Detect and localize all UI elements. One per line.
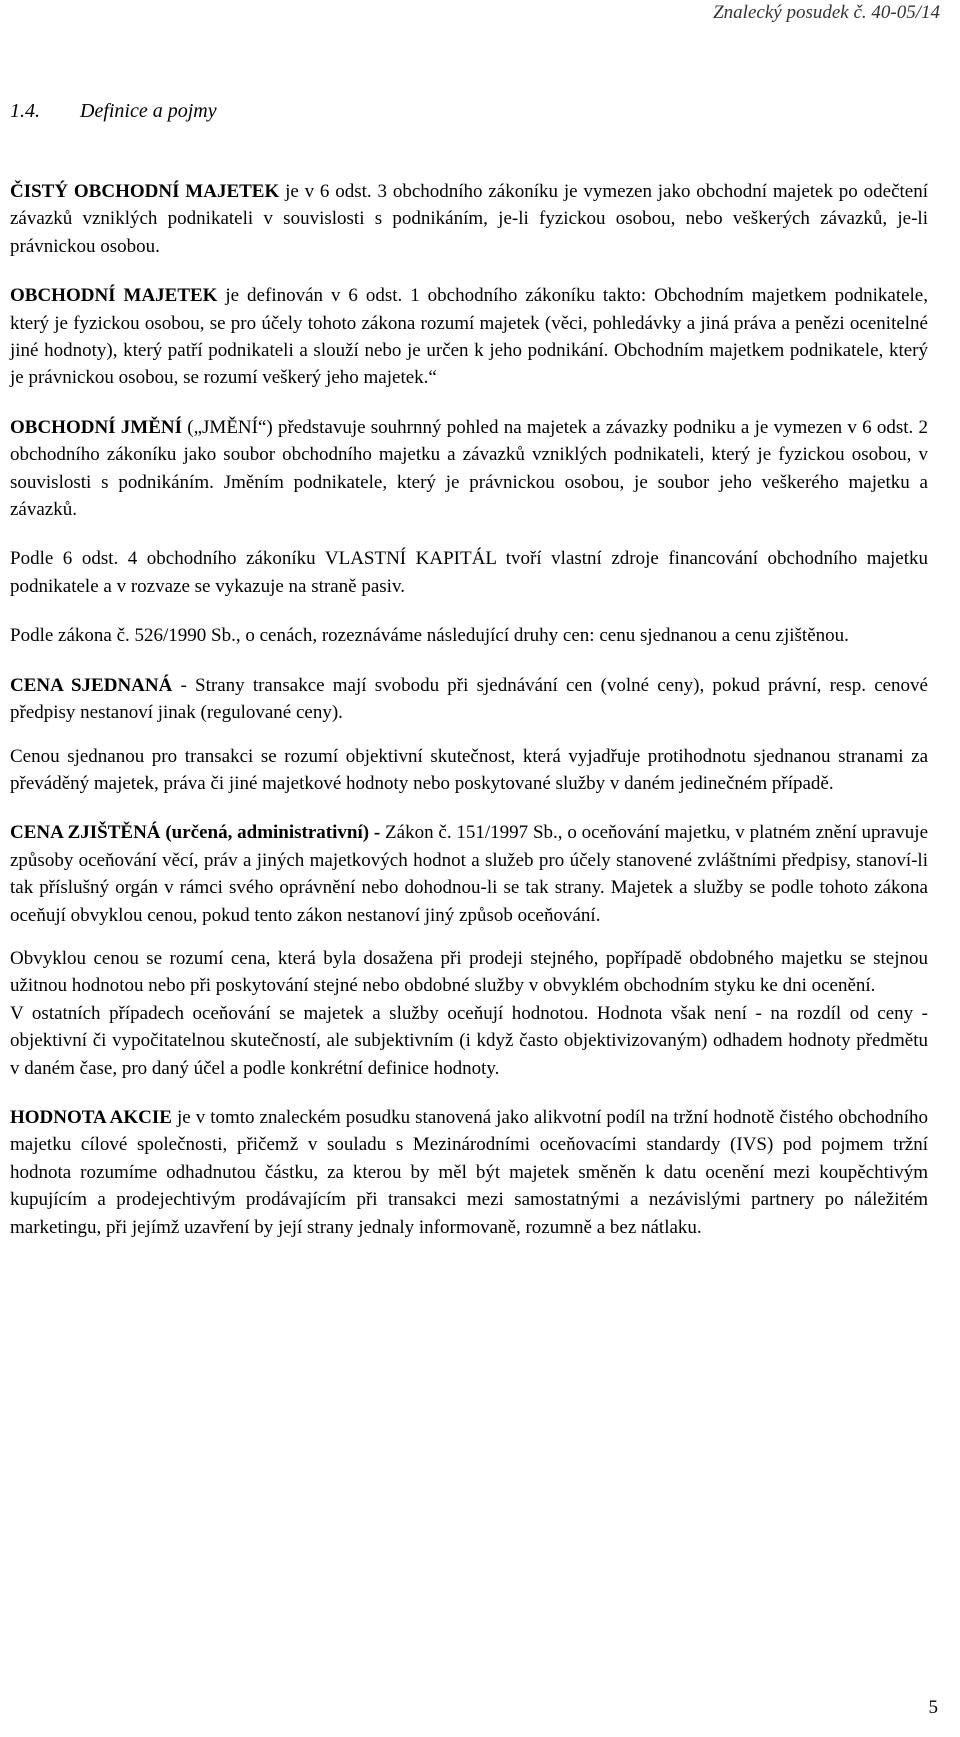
paragraph: V ostatních případech oceňování se majetek a služby oceňují hodnotou. Hodnota však není - na rozdíl od ceny - objektivní či vypočitatelnou skutečností, ale subjektivním (i když často objektivizovaným) odhadem hodnoty předmětu v daném čase, pro daný účel a podle konkrétní definice hodnoty. (10, 1002, 928, 1079)
paragraph: ČISTÝ OBCHODNÍ MAJETEK je v 6 odst. 3 obchodního zákoníku je vymezen jako obchodní majetek po odečtení závazků vzniklých podnikateli v souvislosti s podnikáním, je-li fyzickou osobou, nebo veškerých závazků, je-li právnickou osobou. (10, 181, 928, 257)
term: OBCHODNÍ MAJETEK (10, 285, 218, 307)
page-number: 5 (928, 1697, 938, 1718)
paragraph: Podle 6 odst. 4 obchodního zákoníku VLASTNÍ KAPITÁL tvoří vlastní zdroje financování obchodního majetku podnikatele a v rozvaze se vykazuje na straně pasiv. (10, 548, 928, 597)
paragraph: OBCHODNÍ MAJETEK je definován v 6 odst. 1 obchodního zákoníku takto: Obchodním majetkem podnikatele, který je fyzickou osobou, se pro účely tohoto zákona rozumí majetek (věci, pohledávky a jiná práva a penězi ocenitelné jiné hodnoty), který patří podnikateli a slouží nebo je určen k jeho podnikání. Obchodním majetkem podnikatele, který je právnickou osobou, se rozumí veškerý jeho majetek.“ (10, 285, 928, 389)
section-heading (10, 100, 217, 123)
document-body (10, 178, 928, 1263)
paragraph: CENA SJEDNANÁ - Strany transakce mají svobodu při sjednávání cen (volné ceny), pokud právní, resp. cenové předpisy nestanoví jinak (regulované ceny). (10, 674, 928, 724)
term: ČISTÝ OBCHODNÍ MAJETEK (10, 181, 280, 202)
term: CENA SJEDNANÁ (10, 674, 173, 696)
paragraph: OBCHODNÍ JMĚNÍ („JMĚNÍ“) představuje souhrnný pohled na majetek a závazky podniku a je vymezen v 6 odst. 2 obchodního zákoníku jako soubor obchodního majetku a závazků vzniklých podnikateli, který je fyzickou osobou, v souvislosti s podnikáním. Jměním podnikatele, který je právnickou osobou, je soubor jeho veškerého majetku a závazků. (10, 416, 928, 521)
paragraph: CENA ZJIŠTĚNÁ (určená, administrativní) - Zákon č. 151/1997 Sb., o oceňování majetku, v platném znění upravuje způsoby oceňování věcí, práv a jiných majetkových hodnot a služeb pro účely stanovené zvláštními předpisy, stanoví-li tak příslušný orgán v rámci svého oprávnění nebo dohodnou-li se tak strany. Majetek a služby se podle tohoto zákona oceňují obvyklou cenou, pokud tento zákon nestanoví jiný způsob oceňování. (10, 822, 929, 926)
paragraph: Podle zákona č. 526/1990 Sb., o cenách, rozeznáváme následující druhy cen: cenu sjednanou a cenu zjištěnou. (10, 625, 849, 647)
term: OBCHODNÍ JMĚNÍ (10, 416, 183, 438)
term: HODNOTA AKCIE (10, 1106, 172, 1128)
paragraph: HODNOTA AKCIE je v tomto znaleckém posudku stanovená jako alikvotní podíl na tržní hodnotě čistého obchodního majetku cílové společnosti, přičemž v souladu s Mezinárodními oceňovacími standardy (IVS) pod pojmem tržní hodnota rozumíme odhadnutou částku, za kterou by měl být majetek směněn k datu ocenění mezi koupěchtivým kupujícím a prodejechtivým prodávajícím při transakci mezi samostatnými a nezávislými partnery po náležitém marketingu, při jejímž uzavření by její strany jednaly informovaně, rozumně a bez nátlaku. (10, 1106, 928, 1238)
paragraph: Cenou sjednanou pro transakci se rozumí objektivní skutečnost, která vyjadřuje protihodnotu sjednanou stranami za převáděný majetek, práva či jiné majetkové hodnoty nebo poskytované služby v daném jedinečném případě. (10, 745, 928, 794)
section-title: Definice a pojmy (80, 100, 217, 122)
page-header: Znalecký posudek č. 40-05/14 (713, 2, 940, 23)
paragraph: Obvyklou cenou se rozumí cena, která byla dosažena při prodeji stejného, popřípadě obdobného majetku se stejnou užitnou hodnotou nebo při poskytování stejné nebo obdobné služby v obvyklém obchodním styku ke dni ocenění. (10, 947, 928, 997)
section-number: 1.4. (10, 100, 40, 122)
term: CENA ZJIŠTĚNÁ (určená, administrativní) - (10, 822, 381, 844)
